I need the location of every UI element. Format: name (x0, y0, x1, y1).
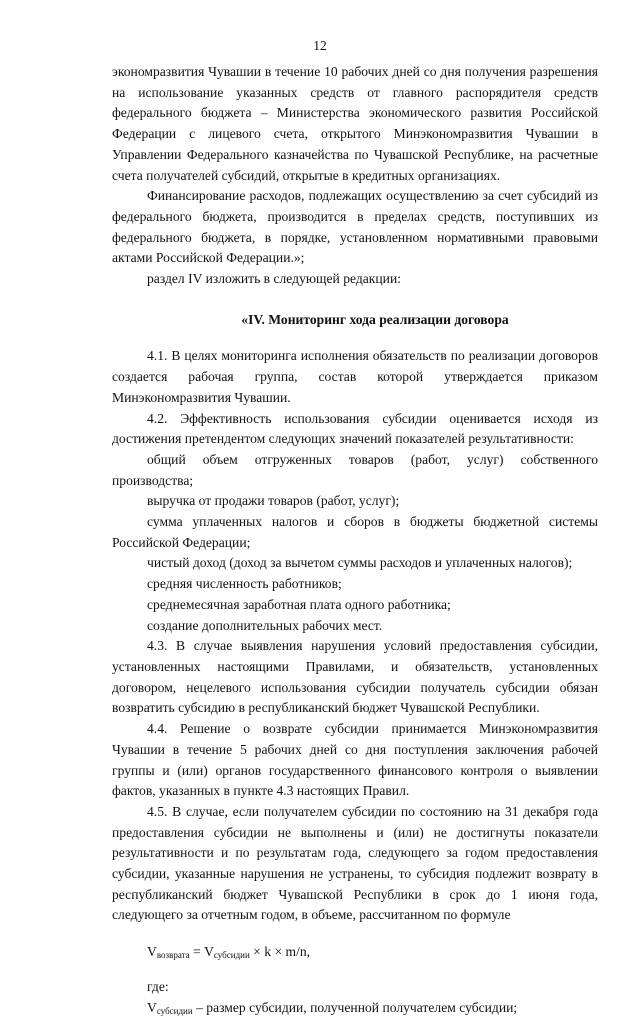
page-number: 12 (313, 38, 327, 53)
indicator-item: чистый доход (доход за вычетом суммы расходов и уплаченных налогов); (147, 555, 573, 571)
formula (112, 942, 598, 963)
clause-4-1: 4.1. В целях мониторинга исполнения обязательств по реализации договоров создается рабочая группа, состав которой утверждается приказом Минэкономразвития Чувашии. (112, 348, 598, 405)
formula-rest: × k × m/n, (249, 944, 311, 960)
definition-symbol: V (147, 999, 157, 1015)
where-label: где: (147, 978, 169, 994)
section-heading: «IV. Мониторинг хода реализации договора (241, 311, 509, 327)
definition-text: – размер субсидии, полученной получателем субсидии; (192, 999, 518, 1015)
definition-subscript: субсидии (156, 1005, 193, 1016)
indicator-item: общий объем отгруженных товаров (работ, услуг) собственного производства; (112, 451, 598, 488)
formula-equals: = (189, 944, 205, 960)
formula-lhs-subscript: возврата (156, 950, 190, 961)
paragraph: Финансирование расходов, подлежащих осуществлению за счет субсидий из федерального бюджета, производится в пределах средств, поступивших из федерального бюджета, в порядке, установленном нормативными правовыми актами Российской Федерации.»; (112, 188, 598, 266)
indicator-item: среднемесячная заработная плата одного работника; (147, 596, 451, 612)
clause-4-2: 4.2. Эффективность использования субсидии оценивается исходя из достижения претендентом следующих значений показателей результативности: (112, 410, 598, 447)
indicator-item: сумма уплаченных налогов и сборов в бюджеты бюджетной системы Российской Федерации; (112, 514, 598, 550)
indicator-item: выручка от продажи товаров (работ, услуг); (147, 493, 400, 509)
clause-4-4: 4.4. Решение о возврате субсидии принимается Минэкономразвития Чувашии в течение 5 рабочих дней со дня поступления заключения рабочей группы и (или) органов государственного финансового контроля о выявлении фактов, указанных в пункте 4.3 настоящих Правил. (112, 721, 598, 799)
formula-rhs-symbol: V (204, 944, 214, 960)
definition-line (112, 998, 598, 1018)
formula-rhs-subscript: субсидии (213, 950, 250, 961)
paragraph: экономразвития Чувашии в течение 10 рабочих дней со дня получения разрешения на использование указанных средств от главного распорядителя средств федерального бюджета – Министерства экономического развития Российской Федерации с лицевого счета, открытого Минэкономразвития Чувашии в Управлении Федерального казначейства по Чувашской Республике, на расчетные счета получателей субсидий, открытые в кредитных организациях. (112, 64, 598, 183)
clause-4-5: 4.5. В случае, если получателем субсидии по состоянию на 31 декабря года предоставления субсидии не выполнены и (или) не достигнуты показатели результативности и по результатам года, следующего за годом предоставления субсидии, указанные нарушения не устранены, то субсидия подлежит возврату в республиканский бюджет Чувашской Республики в срок до 1 июня года, следующего за отчетным годом, в объеме, рассчитанном по формуле (112, 803, 598, 923)
paragraph: раздел IV изложить в следующей редакции: (147, 271, 402, 287)
indicator-item: средняя численность работников; (147, 576, 342, 592)
formula-lhs-symbol: V (147, 944, 157, 960)
document-body (112, 62, 598, 1018)
indicator-item: создание дополнительных рабочих мест. (147, 617, 383, 633)
clause-4-3: 4.3. В случае выявления нарушения условий предоставления субсидии, установленных настоящими Правилами, и обязательств, установленных договором, нецелевого использования субсидии получатель субсидии обязан возвратить субсидию в республиканский бюджет Чувашской Республики. (112, 638, 598, 716)
